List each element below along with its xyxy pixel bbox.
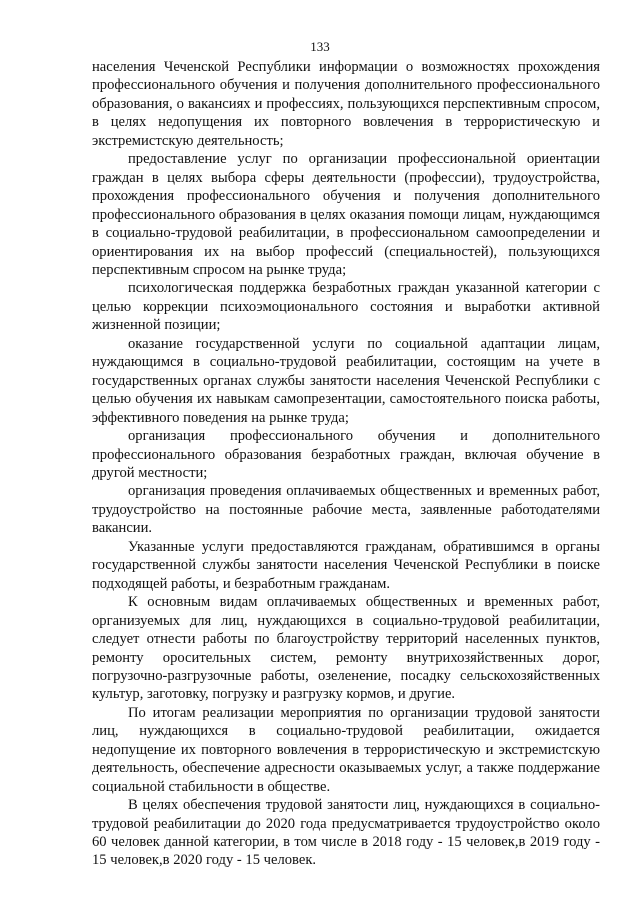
page-number: 133 [310,39,330,54]
paragraph-3: психологическая поддержка безработных граждан указанной категории с целью коррекции психоэмоционального состояния и выработки активной жизненной позиции; [92,280,600,334]
paragraph-1: населения Чеченской Республики информации о возможностях прохождения профессионального обучения и получения дополнительного профессионального образования, о вакансиях и профессиях, пользующихся перспективным спросом, в целях недопущения их повторного вовлечения в террористическую и экстремистскую деятельность; [92,59,600,149]
paragraph-9: По итогам реализации мероприятия по организации трудовой занятости лиц, нуждающихся в социально-трудовой реабилитации, ожидается недопущение их повторного вовлечения в террористическую и экстремистскую деятельность, обеспечение адресности оказываемых услуг, а также поддержание социальной стабильности в обществе. [92,704,600,795]
paragraph-4: оказание государственной услуги по социальной адаптации лицам, нуждающимся в социально-трудовой реабилитации, состоящим на учете в государственных органах службы занятости населения Чеченской Республики с целью обучения их навыкам самопрезентации, самостоятельного поиска работы, эффективного поведения на рынке труда; [92,335,600,426]
paragraph-6: организация проведения оплачиваемых общественных и временных работ, трудоустройство на постоянные рабочие места, заявленные работодателями вакансии. [92,483,600,537]
paragraph-5: организация профессионального обучения и дополнительного профессионального образования безработных граждан, включая обучение в другой местности; [92,428,600,481]
paragraph-10: В целях обеспечения трудовой занятости лиц, нуждающихся в социально-трудовой реабилитации до 2020 года предусматривается трудоустройство около 60 человек данной категории, в том числе в 2018 году - 15 человек,в 2019 году - 15 человек,в 2020 году - 15 человек. [92,797,600,869]
body-text [92,58,600,870]
paragraph-8: К основным видам оплачиваемых общественных и временных работ, организуемых для лиц, нуждающихся в социально-трудовой реабилитации, следует отнести работы по благоустройству территорий населенных пунктов, ремонту оросительных систем, ремонту внутрихозяйственных дорог, погрузочно-разгрузочные работы, озеленение, посадку сельскохозяйственных культур, заготовку, погрузку и разгрузку кормов, и другие. [92,594,600,703]
paragraph-7: Указанные услуги предоставляются гражданам, обратившимся в органы государственной службы занятости населения Чеченской Республики в поиске подходящей работы, и безработным гражданам. [92,538,600,592]
paragraph-2: предоставление услуг по организации профессиональной ориентации граждан в целях выбора сферы деятельности (профессии), трудоустройства, прохождения профессионального обучения и получения дополнительного профессионального образования в целях оказания помощи лицам, нуждающимся в социально-трудовой реабилитации, в профессиональном самоопределении и ориентирования их на выбор профессий (специальностей), пользующихся перспективным спросом на рынке труда; [92,151,600,278]
